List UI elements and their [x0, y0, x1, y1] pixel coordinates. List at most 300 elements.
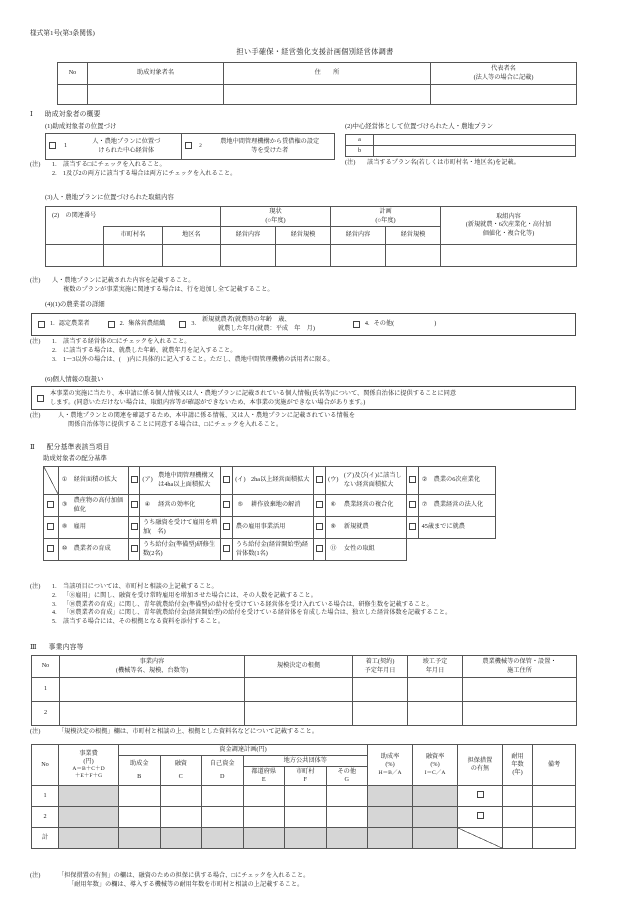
- checkbox-cell[interactable]: [44, 517, 59, 539]
- checkbox-criteria-7[interactable]: [409, 501, 416, 508]
- row-no-total: 計: [32, 828, 59, 849]
- item-text-2-line1: 農地中間管理機構から賃借権の設定: [220, 138, 320, 146]
- plan-value-a[interactable]: [374, 135, 576, 146]
- cell-scale-basis[interactable]: [245, 678, 353, 702]
- checkbox-cell[interactable]: [407, 467, 418, 495]
- cell-current-content[interactable]: [221, 245, 276, 267]
- checkbox-criteria-3[interactable]: [47, 501, 54, 508]
- completion-date-line1: 竣工予定: [422, 658, 448, 666]
- plan-group-header: [331, 207, 441, 227]
- checkbox-startup-grant[interactable]: [223, 545, 230, 552]
- col-header-representative: [431, 63, 577, 85]
- cell-plan-content[interactable]: [331, 245, 386, 267]
- table-row: [346, 146, 576, 157]
- plan-key-a: a: [346, 135, 374, 146]
- cell-prefecture[interactable]: [243, 807, 285, 828]
- row-no: 1: [32, 678, 60, 702]
- checkbox-loan-employment[interactable]: [131, 523, 138, 530]
- checkbox-cell[interactable]: [221, 539, 232, 561]
- note-number: 1.: [52, 162, 57, 168]
- document-title: 担い手確保・経営強化支援計画個別経営体調書: [236, 48, 394, 56]
- cell-representative[interactable]: [431, 85, 577, 105]
- cell-service-life[interactable]: [503, 807, 533, 828]
- cell-own-funds[interactable]: [202, 786, 244, 807]
- checkbox-criteria-6[interactable]: [316, 501, 323, 508]
- loan-rate-line1: 融資率: [425, 753, 445, 761]
- note-number: 3.: [52, 356, 57, 363]
- cell-collateral[interactable]: [458, 807, 503, 828]
- section1-number: Ⅰ: [30, 111, 33, 118]
- col-header-no: No: [32, 745, 59, 786]
- cell-start-date[interactable]: [353, 702, 408, 726]
- cell-plan-scale[interactable]: [386, 245, 441, 267]
- checkbox-certified-farmer[interactable]: [38, 321, 45, 328]
- table-row: [44, 467, 496, 495]
- current-status-line2: (○年度): [265, 216, 286, 224]
- table-header-row: [58, 63, 577, 85]
- item-mark-1: ①: [58, 467, 71, 495]
- cell-loan-total: [160, 828, 202, 849]
- cell-remarks[interactable]: [533, 786, 576, 807]
- cell-name[interactable]: [88, 85, 224, 105]
- cell-remarks[interactable]: [533, 807, 576, 828]
- checkbox-other[interactable]: [353, 321, 360, 328]
- item-number-2: 2: [196, 134, 206, 160]
- note-line: [30, 881, 309, 890]
- cell-municipality[interactable]: [285, 807, 327, 828]
- row-no: 2: [32, 807, 59, 828]
- note-text: 1～3以外の場合は、( )内に具体的に記入すること。ただし、農地中間管理機構の活用者に限る。: [63, 356, 334, 363]
- col-header-own-funds: [202, 756, 244, 786]
- cell-remarks-total: [533, 828, 576, 849]
- checkbox-position-1[interactable]: [49, 142, 56, 149]
- item-label-value-added: 農産物の高付加価値化: [71, 495, 128, 517]
- table-row: [32, 678, 577, 702]
- cell-loan[interactable]: [160, 807, 202, 828]
- checkbox-village-farming-org[interactable]: [108, 321, 115, 328]
- plan-key-b: b: [346, 146, 374, 157]
- cell-no[interactable]: [58, 85, 88, 105]
- checkbox-cell[interactable]: [407, 517, 418, 539]
- other-name: その他: [337, 768, 357, 776]
- col-header-service-life: [503, 745, 533, 786]
- cell-loan-rate: [413, 807, 458, 828]
- section3-note: [30, 728, 318, 737]
- own-funds-code: D: [220, 773, 225, 781]
- col-header-project-cost: [59, 745, 119, 786]
- row-no: 2: [32, 702, 60, 726]
- col-header-project-content: [60, 656, 245, 678]
- item-number-3: 3.: [191, 320, 196, 328]
- positioning-table: [45, 133, 335, 160]
- project-cost-line3: A＝B＋C＋D: [72, 765, 105, 772]
- col-header-loan-rate: [413, 745, 458, 786]
- note-line: [30, 601, 451, 610]
- checkbox-criteria-b[interactable]: [223, 476, 230, 483]
- completion-date-line2: 年月日: [425, 666, 445, 674]
- item-label-startup-grant: うち給付金(経営開始型)経営体数(1名): [232, 539, 313, 561]
- col-header-scale-basis: 規模決定の根拠: [245, 656, 353, 678]
- empty-cell: [407, 539, 418, 561]
- checkbox-criteria-4[interactable]: [131, 501, 138, 508]
- cell-storage-location[interactable]: [463, 678, 577, 702]
- col-header-address: 住 所: [224, 63, 431, 85]
- subheader-current-content: 経営内容: [221, 227, 276, 245]
- item-label-diversification: 農業経営の複合化: [341, 495, 407, 517]
- item-label-certified-farmer: 認定農業者: [58, 320, 90, 328]
- cell-service-life[interactable]: [503, 786, 533, 807]
- table-header-row: [32, 656, 577, 678]
- subheader-plan-scale: 経営規模: [386, 227, 441, 245]
- col-header-other: [326, 767, 368, 786]
- new-farmer-line1: 新規就農者(就農時の年齢 歳、: [201, 316, 291, 324]
- col-header-name: 助成対象者名: [88, 63, 224, 85]
- item-label-criteria-c: (ア)及び(イ)に該当しない経営面積拡大: [341, 467, 407, 495]
- checkbox-cell[interactable]: [221, 467, 232, 495]
- effort-line3: 価値化・複合化等): [482, 229, 535, 237]
- col-header-municipality: [285, 767, 327, 786]
- loan-rate-line3: I＝C／A: [424, 769, 446, 776]
- ref-blank-cell: [46, 227, 104, 245]
- item-text-2-line2: 等を受けた者: [251, 146, 289, 154]
- cell-project-content[interactable]: [60, 702, 245, 726]
- section3-title: 事業内容等: [48, 644, 84, 651]
- start-date-line2: 予定年月日: [364, 666, 396, 674]
- own-funds-name: 自己資金: [209, 760, 235, 768]
- checkbox-cell[interactable]: [128, 467, 139, 495]
- cell-address[interactable]: [224, 85, 431, 105]
- item-number-1: 1: [60, 134, 72, 160]
- note-number: 2.: [52, 170, 57, 177]
- loan-code: C: [178, 773, 183, 781]
- note-prefix: (注): [30, 729, 41, 735]
- item-mark-3: ③: [58, 495, 71, 517]
- checkbox-criteria-5[interactable]: [223, 501, 230, 508]
- checkbox-cell[interactable]: [128, 517, 139, 539]
- cell-own-funds[interactable]: [202, 807, 244, 828]
- note-text: 人・農地プランとの関連を確認するため、本申請に係る情報、又は人・農地プランに記載されている情報を: [58, 413, 356, 419]
- item-mark-b: (イ): [232, 467, 248, 495]
- cell-service-life-total: [503, 828, 533, 849]
- note-number: 1.: [52, 339, 57, 345]
- checkbox-criteria-10[interactable]: [47, 545, 54, 552]
- item-label-incorporation: 農業経営の法人化: [431, 495, 496, 517]
- plan-line2: (○年度): [375, 216, 396, 224]
- note-line: [30, 412, 355, 421]
- note-number: 3.: [52, 601, 57, 608]
- subsection-3-label: (3)人・農地プランに位置づけられた取組内容: [45, 194, 174, 201]
- section2-heading: [30, 443, 110, 452]
- empty-cell: [418, 539, 495, 561]
- col-header-storage-location: [463, 656, 577, 678]
- table-row: [32, 807, 576, 828]
- checkbox-collateral-row1[interactable]: [477, 791, 484, 798]
- note-line: [30, 421, 355, 430]
- service-life-line1: 耐用: [511, 753, 524, 761]
- item-number-2: 2.: [119, 320, 125, 328]
- subsection-4-notes: [30, 338, 334, 364]
- note-line: [30, 609, 451, 618]
- current-status-group-header: [221, 207, 331, 227]
- plan-value-b[interactable]: [374, 146, 576, 157]
- cell-project-cost: [59, 807, 119, 828]
- checkbox-cell[interactable]: [314, 517, 325, 539]
- note-prefix: (注): [30, 584, 41, 590]
- project-cost-line2: (円): [83, 757, 94, 765]
- checkbox-collateral-row2[interactable]: [477, 812, 484, 819]
- checkbox-cell[interactable]: [128, 495, 139, 517]
- note-prefix: (注): [30, 162, 41, 168]
- plan-table: [345, 134, 576, 157]
- checkbox-criteria-8[interactable]: [47, 523, 54, 530]
- section2-sub-label: 助成対象者の配分基準: [43, 455, 107, 462]
- cell-collateral[interactable]: [458, 786, 503, 807]
- note-line: [30, 592, 451, 601]
- checkbox-cell[interactable]: [314, 539, 325, 561]
- cell-completion-date[interactable]: [408, 678, 463, 702]
- current-status-line1: 現状: [269, 208, 282, 216]
- cell-start-date[interactable]: [353, 678, 408, 702]
- subsection-6-label: (6)個人情報の取扱い: [45, 376, 104, 383]
- item-label-preparation-grant: うち給付金(準備型)研修生数(2名): [140, 539, 221, 561]
- checkbox-cell[interactable]: [221, 517, 232, 539]
- cell-current-scale[interactable]: [276, 245, 331, 267]
- note-prefix: (注): [345, 160, 356, 166]
- table-row: [46, 134, 335, 160]
- note-number: 1.: [52, 584, 57, 590]
- cell-subsidy-rate: [368, 807, 413, 828]
- checkbox-criteria-9[interactable]: [316, 523, 323, 530]
- cell-prefecture[interactable]: [243, 786, 285, 807]
- funding-plan-table: [31, 744, 576, 849]
- subsection-4-label: (4)(1)の農業者の詳細: [45, 301, 105, 308]
- checkbox-cell[interactable]: [221, 495, 232, 517]
- subsection-3-notes: [30, 277, 274, 295]
- table-header-row: [46, 207, 577, 227]
- cell-storage-location[interactable]: [463, 702, 577, 726]
- subsection-6-notes: [30, 412, 355, 430]
- item-label-criteria-a: 農地中間管理機構又は4ha以上面積拡大: [155, 467, 221, 495]
- note-line: [30, 618, 451, 627]
- cell-municipality-total: [285, 828, 327, 849]
- checkbox-new-farmer[interactable]: [179, 321, 186, 328]
- item-mark-6: ⑥: [325, 495, 341, 517]
- checkbox-under-45[interactable]: [409, 523, 416, 530]
- cell-municipality[interactable]: [104, 245, 162, 267]
- item-label-abandoned-land: 耕作放棄地の解消: [248, 495, 314, 517]
- note-prefix: (注): [30, 873, 41, 879]
- item-label-new-entry: 新規就農: [341, 517, 407, 539]
- item-mark-10: ⑩: [58, 539, 71, 561]
- municipality-name: 市町村: [295, 768, 315, 776]
- table-row: [46, 245, 577, 267]
- note-text: 該当する□にチェックを入れること。: [63, 162, 166, 168]
- note-number: 2.: [52, 347, 57, 354]
- section4-notes: [30, 872, 309, 890]
- cell-completion-date[interactable]: [408, 702, 463, 726]
- item-mark-7: ⑦: [418, 495, 431, 517]
- checkbox-criteria-11[interactable]: [316, 545, 323, 552]
- note-text: 人・農地プランに記載された内容を記載すること。: [52, 278, 195, 284]
- checkbox-criteria-c[interactable]: [316, 476, 323, 483]
- item-label-new-farmer: [202, 316, 315, 333]
- consent-line2: します。(同意いただけない場合は、取組内容等が確認ができないため、本事業の実施ができない場合があります。): [50, 399, 366, 406]
- privacy-consent-text: [50, 389, 456, 408]
- checkbox-position-2[interactable]: [185, 142, 192, 149]
- checkbox-employment-program[interactable]: [223, 523, 230, 530]
- col-header-completion-date: [408, 656, 463, 678]
- effort-content-table: [45, 206, 577, 267]
- note-text: 該当する経営体の□にチェックを入れること。: [63, 339, 191, 345]
- note-text: 「⑧雇用」に関し、融資を受け常時雇用を増加させた場合には、その人数を記載すること。: [63, 592, 317, 599]
- checkbox-cell[interactable]: [314, 495, 325, 517]
- privacy-consent-box: [31, 386, 576, 410]
- table-header-row: [32, 745, 576, 756]
- reference-number-header: (2) の関連番号: [46, 207, 221, 227]
- storage-line2: 施工住所: [507, 666, 532, 674]
- col-header-no: No: [58, 63, 88, 85]
- farmer-detail-box: [31, 313, 576, 336]
- cell-subsidy-rate-total: [368, 828, 413, 849]
- item-text-2: [206, 134, 335, 160]
- item-label-women-initiative: 女性の取組: [341, 539, 407, 561]
- cell-collateral-total-diagonal: [458, 828, 503, 849]
- item-label-employment-program: 農の雇用事業活用: [232, 517, 313, 539]
- table-row: [346, 135, 576, 146]
- subsection-2-label: (2)中心経営体として位置づけられた人・農地プラン: [345, 123, 494, 130]
- project-content-table: [31, 655, 577, 726]
- item-mark-9: ⑨: [325, 517, 341, 539]
- note-number: 2.: [52, 592, 57, 599]
- cell-other[interactable]: [326, 786, 368, 807]
- checkbox-cell[interactable]: [314, 467, 325, 495]
- item-mark-5: ⑤: [232, 495, 248, 517]
- subsidy-rate-line3: H＝B／A: [378, 769, 402, 776]
- table-row: [44, 495, 496, 517]
- note-text: 「⑩農業者の育成」に関し、青年就農給付金(準備型)の給付を受けている経営体を受け入れている場合は、研修生数を記載すること。: [63, 601, 433, 608]
- cell-own-funds-total: [202, 828, 244, 849]
- note-text: 「耐用年数」の欄は、導入する機械等の耐用年数を市町村と相談の上記載すること。: [68, 881, 304, 888]
- item-label-criteria-b: 2ha以上経営面積拡大: [248, 467, 314, 495]
- note-line: [30, 161, 350, 170]
- subsection-1-notes: [30, 161, 350, 179]
- item-text-1-line2: けられた中心経営体: [98, 146, 155, 154]
- effort-line1: 取組内容: [496, 213, 521, 221]
- cell-prefecture-total: [243, 828, 285, 849]
- note-text: に該当する場合は、就農した年齢、就農年月を記入すること。: [63, 347, 237, 354]
- item-label-employment: 雇用: [71, 517, 128, 539]
- section3-number: Ⅲ: [30, 644, 37, 651]
- cell-subsidy-total: [119, 828, 161, 849]
- cell-municipality[interactable]: [285, 786, 327, 807]
- applicant-table: [57, 62, 577, 105]
- checkbox-cell[interactable]: [128, 539, 139, 561]
- group-header-local-government: 地方公共団体等: [243, 756, 368, 767]
- prefecture-code: E: [261, 776, 266, 784]
- cell-loan-rate-total: [413, 828, 458, 849]
- item-label-sixth-industry: 農業の6次産業化: [431, 467, 496, 495]
- item-number-4: 4.: [364, 320, 370, 328]
- project-cost-line1: 事業費: [79, 749, 98, 757]
- item-text-1: [72, 134, 182, 160]
- loan-name: 融資: [174, 760, 187, 768]
- effort-line2: (新規就農・6次産業化・高付加: [465, 221, 552, 229]
- table-total-row: [32, 828, 576, 849]
- cell-scale-basis[interactable]: [245, 702, 353, 726]
- allocation-criteria-table: [43, 466, 496, 561]
- project-cost-line4: ＋E＋F＋G: [74, 773, 103, 780]
- item-mark-2: ②: [418, 467, 431, 495]
- checkbox-cell-2[interactable]: [182, 134, 196, 160]
- item-label-other: その他(: [373, 320, 395, 328]
- col-header-remarks: 備考: [533, 745, 576, 786]
- collateral-line1: 担保措置: [467, 757, 493, 765]
- subheader-plan-content: 経営内容: [331, 227, 386, 245]
- cell-other[interactable]: [326, 807, 368, 828]
- collateral-line2: の有無: [470, 765, 490, 773]
- item-mark-11: ⑪: [325, 539, 341, 561]
- project-content-line2: (機械等名、規模、台数等): [115, 666, 189, 674]
- cell-project-cost: [59, 786, 119, 807]
- cell-subsidy-rate: [368, 786, 413, 807]
- form-number: 様式第1号(第3条関係): [30, 30, 95, 37]
- item-label-under-45: 45歳までに就農: [418, 517, 495, 539]
- cell-ref[interactable]: [46, 245, 104, 267]
- table-row: [44, 517, 496, 539]
- consent-line1: 本事業の実施に当たり、本申請に係る個人情報又は人・農地プランに記載されている個人情報(氏名等)について、関係自治体に提供することに同意: [50, 389, 457, 397]
- checkbox-cell[interactable]: [407, 495, 418, 517]
- item-text-1-line1: 人・農地プランに位置づ: [92, 138, 161, 146]
- cell-project-content[interactable]: [60, 678, 245, 702]
- service-life-line3: (年): [512, 769, 523, 777]
- cell-subsidy[interactable]: [119, 807, 161, 828]
- note-text: 「⑩農業者の育成」に関し、青年就農給付金(経営開始型)の給付を受けている経営体を育成した場合は、独立した経営体数を記載すること。: [63, 610, 452, 617]
- cell-project-cost-total: [59, 828, 119, 849]
- cell-loan-rate: [413, 786, 458, 807]
- checkbox-privacy-consent[interactable]: [37, 395, 44, 402]
- cell-loan[interactable]: [160, 786, 202, 807]
- item-mark-4: ④: [140, 495, 156, 517]
- checkbox-cell[interactable]: [44, 539, 59, 561]
- cell-district[interactable]: [162, 245, 220, 267]
- item-label-area-expansion: 経営面積の拡大: [71, 467, 128, 495]
- note-line: [30, 338, 334, 347]
- checkbox-criteria-2[interactable]: [409, 476, 416, 483]
- checkbox-preparation-grant[interactable]: [131, 545, 138, 552]
- table-row: [32, 702, 577, 726]
- note-text: 複数のプランが事業実施に関連する場合は、行を追加し全て記載すること。: [63, 286, 274, 293]
- note-text: 関係自治体等に提供することに同意する場合は、□にチェックを入れること。: [68, 421, 283, 428]
- checkbox-criteria-a[interactable]: [131, 476, 138, 483]
- cell-subsidy[interactable]: [119, 786, 161, 807]
- item-label-loan-employment: うち融資を受けて雇用を増加( 名): [140, 517, 221, 539]
- table-row: [32, 786, 576, 807]
- section1-heading: [30, 110, 101, 119]
- note-text: 当該項目については、市町村と相談の上記載すること。: [63, 584, 218, 590]
- storage-line1: 農業機械等の保管・設置・: [482, 658, 557, 666]
- effort-content-header: [441, 207, 577, 245]
- section3-heading: [30, 643, 84, 652]
- checkbox-cell-1[interactable]: [46, 134, 60, 160]
- cell-effort-content[interactable]: [441, 245, 577, 267]
- row-no: 1: [32, 786, 59, 807]
- note-line: [30, 347, 334, 356]
- note-text: 該当するプラン名(若しくは市町村名・地区名)を記載。: [367, 160, 520, 166]
- subheader-district: 地区名: [162, 227, 220, 245]
- subsidy-rate-line1: 助成率: [380, 753, 400, 761]
- subsection-2-note: [345, 159, 520, 168]
- checkbox-cell[interactable]: [44, 495, 59, 517]
